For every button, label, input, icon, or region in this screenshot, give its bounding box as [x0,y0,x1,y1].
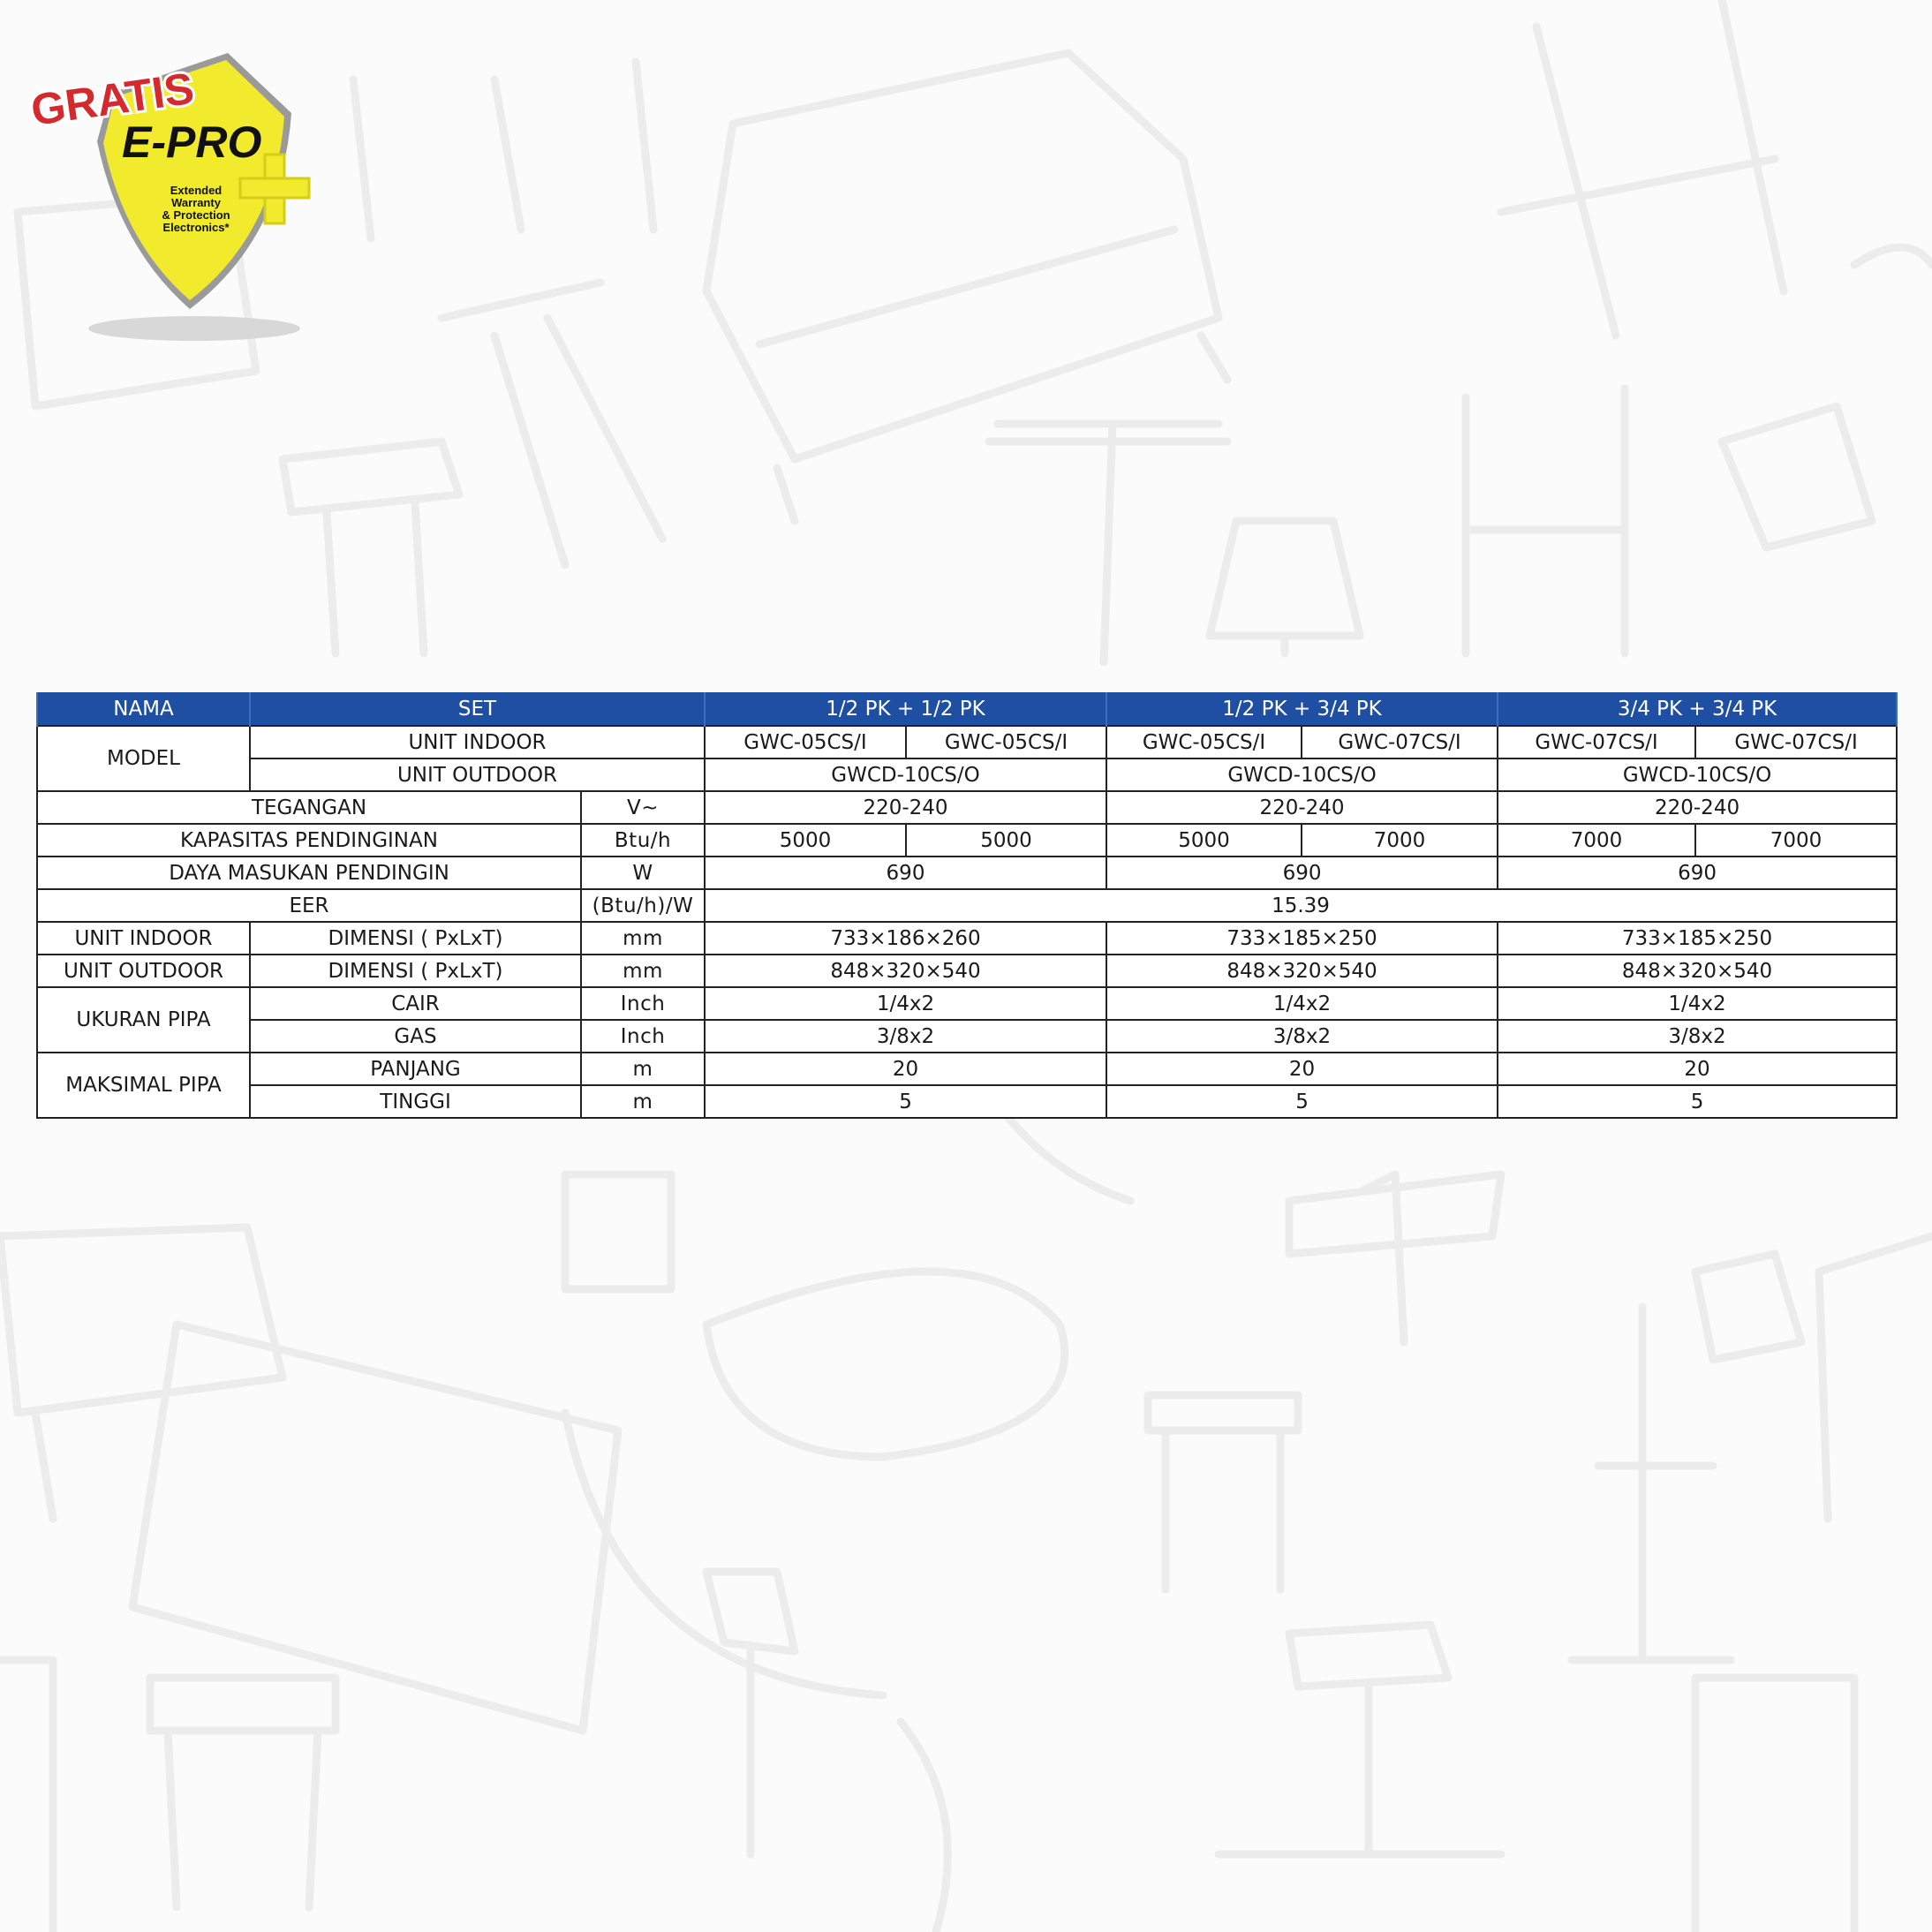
indoor-model-4: GWC-07CS/I [1302,726,1498,758]
dimensi-outdoor-value-3: 848×320×540 [1498,955,1897,987]
header-set: SET [250,692,705,726]
badge-brand: E-PRO [122,117,262,167]
kapasitas-value-4: 7000 [1302,824,1498,857]
header-col-3: 3/4 PK + 3/4 PK [1498,692,1897,726]
dimensi-indoor-sub: DIMENSI ( PxLxT) [250,922,581,955]
pipa-gas-row [37,1020,1897,1053]
kapasitas-row [37,824,1897,857]
tegangan-row [37,791,1897,824]
panjang-value-1: 20 [705,1053,1106,1085]
pipa-cair-row [37,987,1897,1020]
daya-value-1: 690 [705,857,1106,889]
maksimal-pipa-label: MAKSIMAL PIPA [37,1053,250,1118]
daya-label: DAYA MASUKAN PENDINGIN [37,857,581,889]
dimensi-outdoor-sub: DIMENSI ( PxLxT) [250,955,581,987]
badge-line-2: Warranty [171,196,221,209]
header-nama: NAMA [37,692,250,726]
dimensi-outdoor-value-1: 848×320×540 [705,955,1106,987]
dimensi-indoor-unit: mm [581,922,705,955]
tegangan-value-3: 220-240 [1498,791,1897,824]
indoor-model-1: GWC-05CS/I [705,726,906,758]
panjang-value-3: 20 [1498,1053,1897,1085]
dimensi-outdoor-value-2: 848×320×540 [1106,955,1498,987]
badge-line-1: Extended [170,184,223,197]
kapasitas-value-3: 5000 [1106,824,1302,857]
eer-label: EER [37,889,581,922]
cair-value-2: 1/4x2 [1106,987,1498,1020]
daya-value-3: 690 [1498,857,1897,889]
unit-indoor-label: UNIT INDOOR [250,726,705,758]
tinggi-unit: m [581,1085,705,1118]
panjang-row [37,1053,1897,1085]
outdoor-model-1: GWCD-10CS/O [705,758,1106,791]
badge-line-4: Electronics* [162,221,230,234]
gas-value-1: 3/8x2 [705,1020,1106,1053]
tinggi-row [37,1085,1897,1118]
daya-value-2: 690 [1106,857,1498,889]
kapasitas-value-1: 5000 [705,824,906,857]
epro-warranty-badge [26,44,344,344]
dimensi-outdoor-label: UNIT OUTDOOR [37,955,250,987]
gas-value-2: 3/8x2 [1106,1020,1498,1053]
tinggi-value-3: 5 [1498,1085,1897,1118]
dimensi-indoor-row [37,922,1897,955]
indoor-model-2: GWC-05CS/I [906,726,1106,758]
kapasitas-label: KAPASITAS PENDINGINAN [37,824,581,857]
dimensi-indoor-value-3: 733×185×250 [1498,922,1897,955]
tegangan-value-2: 220-240 [1106,791,1498,824]
outdoor-model-3: GWCD-10CS/O [1498,758,1897,791]
gas-value-3: 3/8x2 [1498,1020,1897,1053]
model-outdoor-row [37,758,1897,791]
daya-row [37,857,1897,889]
tinggi-value-2: 5 [1106,1085,1498,1118]
eer-unit: (Btu/h)/W [581,889,705,922]
cair-unit: Inch [581,987,705,1020]
dimensi-indoor-label: UNIT INDOOR [37,922,250,955]
kapasitas-value-6: 7000 [1695,824,1897,857]
dimensi-indoor-value-1: 733×186×260 [705,922,1106,955]
panjang-label: PANJANG [250,1053,581,1085]
tegangan-label: TEGANGAN [37,791,581,824]
badge-line-3: & Protection [162,208,230,222]
dimensi-outdoor-unit: mm [581,955,705,987]
gas-unit: Inch [581,1020,705,1053]
indoor-model-6: GWC-07CS/I [1695,726,1897,758]
spec-table [36,692,1898,1119]
dimensi-indoor-value-2: 733×185×250 [1106,922,1498,955]
header-row [37,692,1897,726]
indoor-model-5: GWC-07CS/I [1498,726,1695,758]
header-col-1: 1/2 PK + 1/2 PK [705,692,1106,726]
panjang-value-2: 20 [1106,1053,1498,1085]
header-col-2: 1/2 PK + 3/4 PK [1106,692,1498,726]
kapasitas-unit: Btu/h [581,824,705,857]
ukuran-pipa-label: UKURAN PIPA [37,987,250,1053]
kapasitas-value-5: 7000 [1498,824,1695,857]
cair-label: CAIR [250,987,581,1020]
tegangan-unit: V~ [581,791,705,824]
cair-value-1: 1/4x2 [705,987,1106,1020]
panjang-unit: m [581,1053,705,1085]
outdoor-model-2: GWCD-10CS/O [1106,758,1498,791]
unit-outdoor-label: UNIT OUTDOOR [250,758,705,791]
model-label: MODEL [37,726,250,791]
eer-row [37,889,1897,922]
dimensi-outdoor-row [37,955,1897,987]
tinggi-label: TINGGI [250,1085,581,1118]
gas-label: GAS [250,1020,581,1053]
tinggi-value-1: 5 [705,1085,1106,1118]
indoor-model-3: GWC-05CS/I [1106,726,1302,758]
model-indoor-row [37,726,1897,758]
badge-gratis: GRATIS [27,63,197,135]
kapasitas-value-2: 5000 [906,824,1106,857]
tegangan-value-1: 220-240 [705,791,1106,824]
daya-unit: W [581,857,705,889]
eer-value: 15.39 [705,889,1897,922]
cair-value-3: 1/4x2 [1498,987,1897,1020]
